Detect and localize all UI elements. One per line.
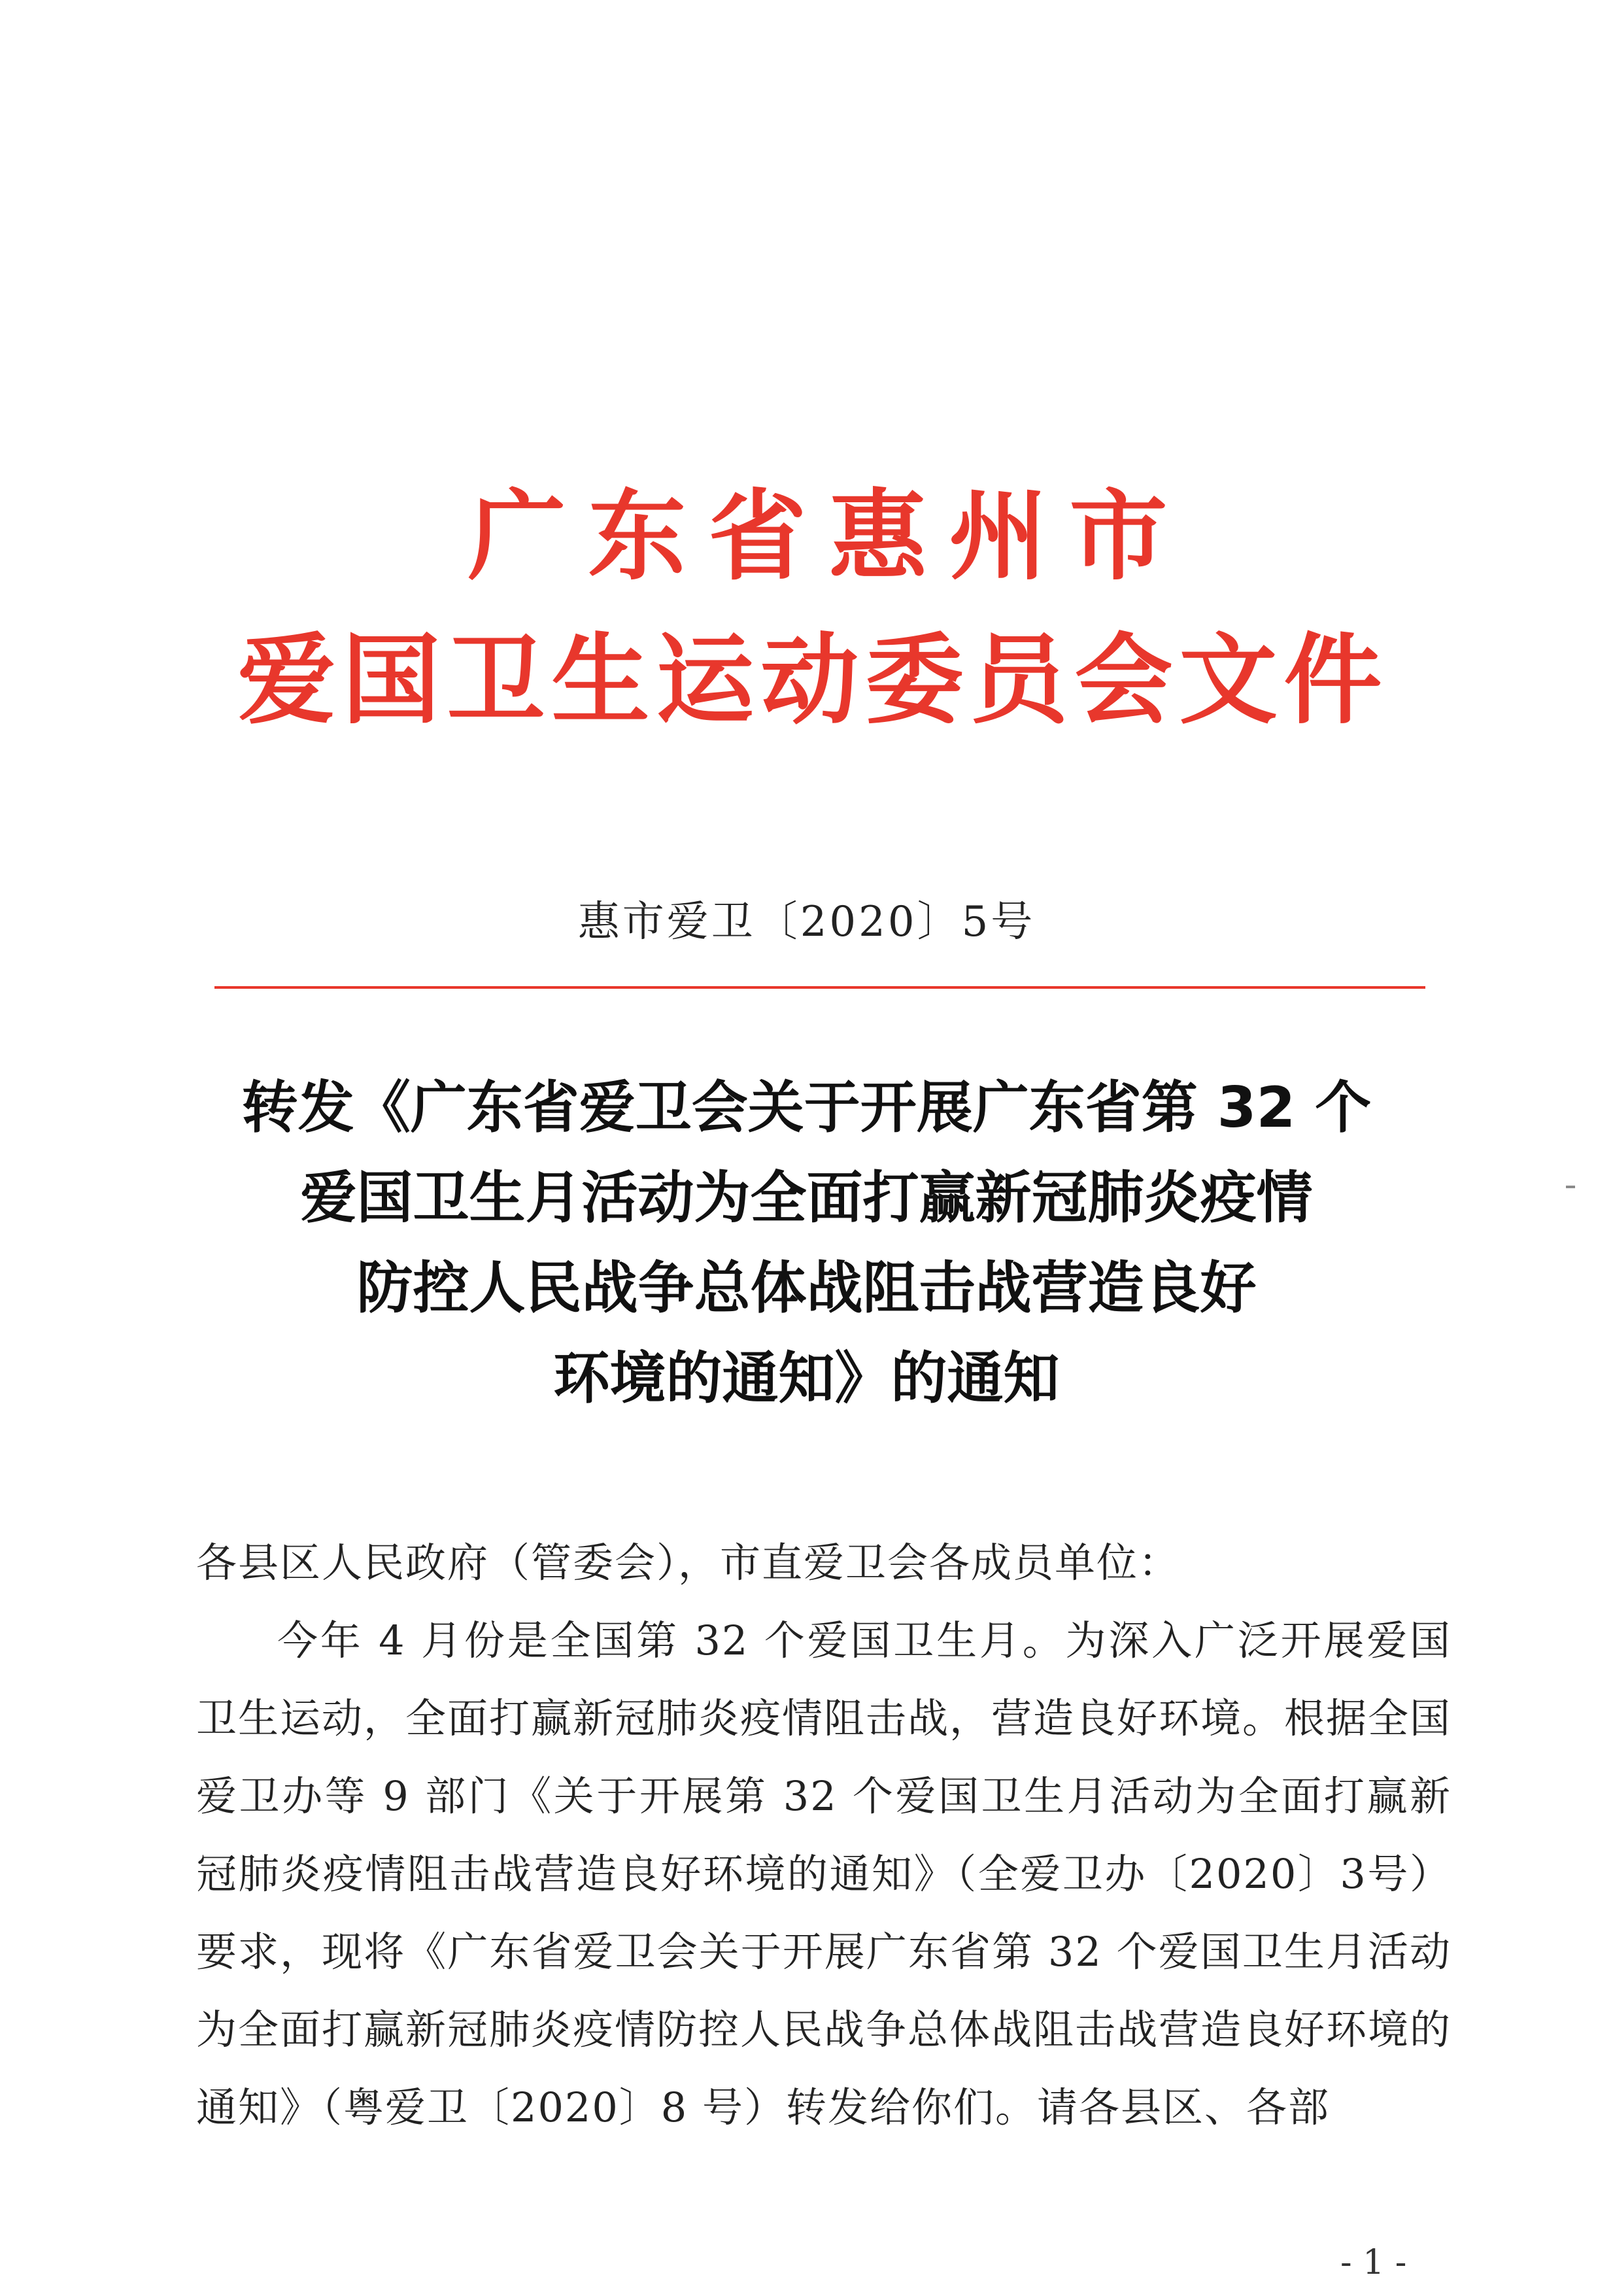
title-line-1: 转发《广东省爱卫会关于开展广东省第 32 个 xyxy=(241,1075,1372,1140)
body-paragraph: 今年 4 月份是全国第 32 个爱国卫生月。为深入广泛开展爱国卫生运动，全面打赢新冠肺炎疫情阻击战，营造良好环境。根据全国爱卫办等 9 部门《关于开展第 32 个爱国卫生月活动为全面打赢新冠肺炎疫情阻击战营造良好环境的通知》（全爱卫办〔2020〕3号）要求，现将《广东省爱卫会关于开展广东省第 32 个爱国卫生月活动为全面打赢新冠肺炎疫情防控人民战争总体战阻击战营造良好环境的通知》（粤爱卫〔2020〕8 号）转发给你们。请各县区、各部 xyxy=(196,1617,1452,2131)
title-line-2: 爱国卫生月活动为全面打赢新冠肺炎疫情 xyxy=(300,1165,1313,1231)
title-line-3: 防控人民战争总体战阻击战营造良好 xyxy=(356,1256,1257,1321)
page-number: - 1 - xyxy=(1340,2243,1407,2282)
title-line-4: 环境的通知》的通知 xyxy=(553,1346,1060,1411)
issuer-name-line1: 广东省惠州市 xyxy=(467,479,1190,594)
document-number: 惠市爱卫〔2020〕5号 xyxy=(577,898,1036,946)
salutation: 各县区人民政府（管委会），市直爱卫会各成员单位： xyxy=(196,1539,1181,1586)
document-title xyxy=(118,1063,1495,1424)
scan-speck xyxy=(1566,1186,1575,1188)
red-header-divider xyxy=(214,986,1425,989)
issuer-name-line2: 爱国卫生运动委员会文件 xyxy=(237,623,1389,738)
